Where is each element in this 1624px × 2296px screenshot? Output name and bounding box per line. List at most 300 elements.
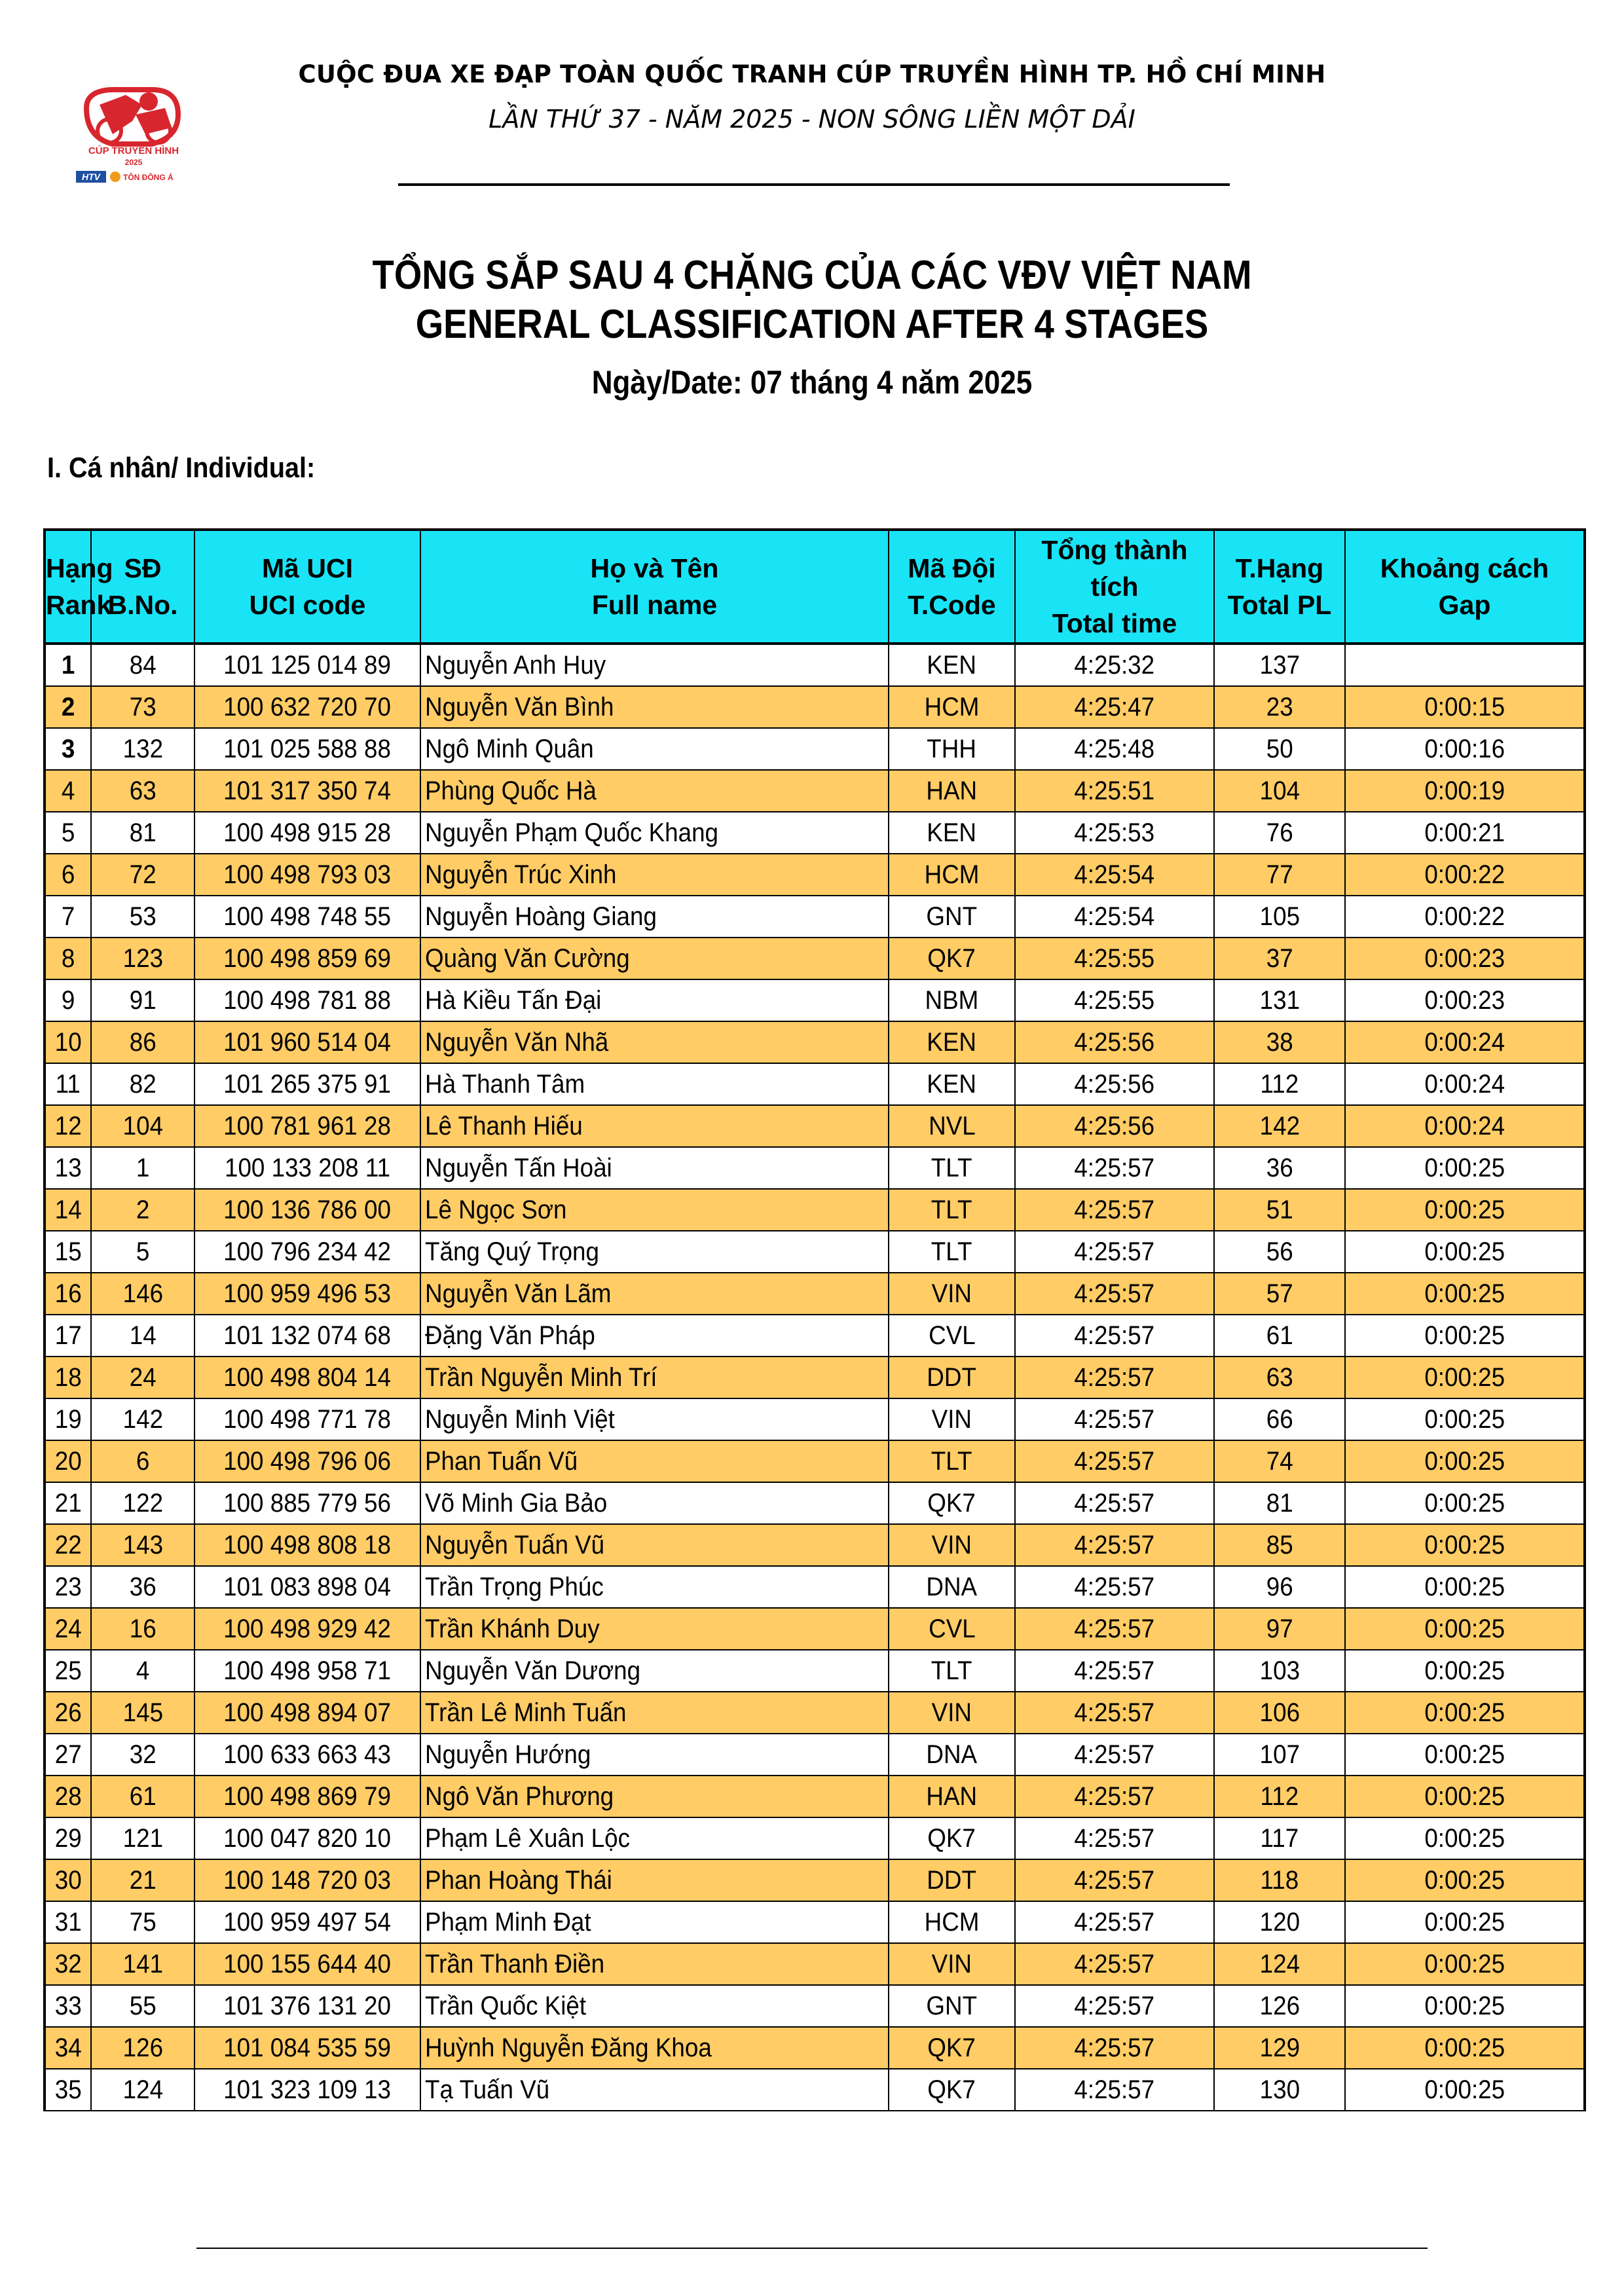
cell-rank: 20 xyxy=(45,1440,91,1482)
cell-full-name: Nguyễn Phạm Quốc Khang xyxy=(420,812,889,854)
cell-uci-code: 101 132 074 68 xyxy=(194,1315,420,1357)
cell-rank: 24 xyxy=(45,1608,91,1650)
cell-rank: 27 xyxy=(45,1734,91,1776)
cell-team-code: TLT xyxy=(889,1147,1015,1189)
cell-total-pl: 126 xyxy=(1214,1985,1345,2027)
table-row xyxy=(45,1063,1585,1105)
cell-uci-code: 100 498 894 07 xyxy=(194,1692,420,1734)
cell-team-code: HCM xyxy=(889,686,1015,728)
cell-gap: 0:00:22 xyxy=(1345,854,1585,896)
table-row xyxy=(45,1734,1585,1776)
table-row xyxy=(45,938,1585,979)
table-row xyxy=(45,1985,1585,2027)
cell-total-time: 4:25:55 xyxy=(1015,979,1214,1021)
cell-total-pl: 57 xyxy=(1214,1273,1345,1315)
col-bib: SĐ B.No. xyxy=(91,530,194,644)
cell-bib: 86 xyxy=(91,1021,194,1063)
section-heading: I. Cá nhân/ Individual: xyxy=(47,452,316,484)
col-rank: Hạng Rank xyxy=(45,530,91,644)
cell-bib: 1 xyxy=(91,1147,194,1189)
table-row xyxy=(45,1315,1585,1357)
cell-gap: 0:00:23 xyxy=(1345,938,1585,979)
table-row xyxy=(45,1273,1585,1315)
cell-uci-code: 100 498 869 79 xyxy=(194,1776,420,1817)
table-row xyxy=(45,854,1585,896)
svg-text:HTV: HTV xyxy=(82,172,100,182)
cell-uci-code: 100 633 663 43 xyxy=(194,1734,420,1776)
cell-uci-code: 100 498 915 28 xyxy=(194,812,420,854)
cell-bib: 14 xyxy=(91,1315,194,1357)
table-row xyxy=(45,1859,1585,1901)
cell-gap: 0:00:25 xyxy=(1345,1943,1585,1985)
cell-full-name: Huỳnh Nguyễn Đăng Khoa xyxy=(420,2027,889,2069)
cell-bib: 145 xyxy=(91,1692,194,1734)
cell-rank: 31 xyxy=(45,1901,91,1943)
cell-bib: 84 xyxy=(91,644,194,686)
cell-gap: 0:00:15 xyxy=(1345,686,1585,728)
cell-total-pl: 117 xyxy=(1214,1817,1345,1859)
cell-full-name: Phạm Minh Đạt xyxy=(420,1901,889,1943)
cell-gap: 0:00:21 xyxy=(1345,812,1585,854)
cell-total-time: 4:25:32 xyxy=(1015,644,1214,686)
cell-team-code: QK7 xyxy=(889,1482,1015,1524)
cell-uci-code: 100 781 961 28 xyxy=(194,1105,420,1147)
table-row xyxy=(45,644,1585,686)
table-row xyxy=(45,896,1585,938)
cell-rank: 28 xyxy=(45,1776,91,1817)
svg-text:TÔN ĐÔNG Á: TÔN ĐÔNG Á xyxy=(123,173,174,182)
cell-bib: 123 xyxy=(91,938,194,979)
cell-gap: 0:00:25 xyxy=(1345,1357,1585,1398)
table-row xyxy=(45,686,1585,728)
cell-total-time: 4:25:47 xyxy=(1015,686,1214,728)
cell-full-name: Tạ Tuấn Vũ xyxy=(420,2069,889,2111)
cell-total-pl: 61 xyxy=(1214,1315,1345,1357)
cell-uci-code: 100 133 208 11 xyxy=(194,1147,420,1189)
cell-team-code: QK7 xyxy=(889,1817,1015,1859)
cell-total-time: 4:25:57 xyxy=(1015,2069,1214,2111)
cell-bib: 124 xyxy=(91,2069,194,2111)
cell-rank: 19 xyxy=(45,1398,91,1440)
cell-full-name: Đặng Văn Pháp xyxy=(420,1315,889,1357)
cell-total-time: 4:25:57 xyxy=(1015,1734,1214,1776)
cell-rank: 29 xyxy=(45,1817,91,1859)
cell-team-code: DDT xyxy=(889,1357,1015,1398)
cell-gap: 0:00:23 xyxy=(1345,979,1585,1021)
table-row xyxy=(45,1817,1585,1859)
cell-rank: 6 xyxy=(45,854,91,896)
cell-rank: 16 xyxy=(45,1273,91,1315)
cell-total-pl: 63 xyxy=(1214,1357,1345,1398)
cell-gap: 0:00:25 xyxy=(1345,1482,1585,1524)
cell-team-code: TLT xyxy=(889,1189,1015,1231)
cell-gap: 0:00:16 xyxy=(1345,728,1585,770)
cell-bib: 132 xyxy=(91,728,194,770)
cell-bib: 146 xyxy=(91,1273,194,1315)
cell-full-name: Nguyễn Văn Dương xyxy=(420,1650,889,1692)
cell-full-name: Nguyễn Văn Bình xyxy=(420,686,889,728)
cell-uci-code: 100 498 771 78 xyxy=(194,1398,420,1440)
cell-rank: 33 xyxy=(45,1985,91,2027)
cell-total-pl: 77 xyxy=(1214,854,1345,896)
cell-full-name: Trần Thanh Điền xyxy=(420,1943,889,1985)
cell-uci-code: 100 885 779 56 xyxy=(194,1482,420,1524)
cell-rank: 17 xyxy=(45,1315,91,1357)
cell-team-code: NVL xyxy=(889,1105,1015,1147)
cell-gap: 0:00:24 xyxy=(1345,1063,1585,1105)
cell-full-name: Phan Hoàng Thái xyxy=(420,1859,889,1901)
cell-total-pl: 66 xyxy=(1214,1398,1345,1440)
cell-rank: 30 xyxy=(45,1859,91,1901)
cell-bib: 5 xyxy=(91,1231,194,1273)
cell-gap: 0:00:25 xyxy=(1345,1440,1585,1482)
cell-total-time: 4:25:57 xyxy=(1015,1440,1214,1482)
cell-full-name: Nguyễn Văn Lãm xyxy=(420,1273,889,1315)
cell-rank: 13 xyxy=(45,1147,91,1189)
cell-full-name: Nguyễn Văn Nhã xyxy=(420,1021,889,1063)
table-row xyxy=(45,1650,1585,1692)
cell-team-code: VIN xyxy=(889,1692,1015,1734)
cell-team-code: QK7 xyxy=(889,938,1015,979)
cell-uci-code: 100 498 929 42 xyxy=(194,1608,420,1650)
cell-team-code: VIN xyxy=(889,1273,1015,1315)
cell-bib: 21 xyxy=(91,1859,194,1901)
cell-total-time: 4:25:57 xyxy=(1015,1985,1214,2027)
cell-rank: 35 xyxy=(45,2069,91,2111)
cell-total-pl: 120 xyxy=(1214,1901,1345,1943)
cell-total-pl: 137 xyxy=(1214,644,1345,686)
cell-full-name: Lê Thanh Hiếu xyxy=(420,1105,889,1147)
footer-divider xyxy=(196,2248,1428,2249)
cell-rank: 21 xyxy=(45,1482,91,1524)
classification-table xyxy=(43,528,1586,2111)
cell-gap: 0:00:25 xyxy=(1345,1566,1585,1608)
cell-total-pl: 103 xyxy=(1214,1650,1345,1692)
table-row xyxy=(45,2027,1585,2069)
cell-uci-code: 100 148 720 03 xyxy=(194,1859,420,1901)
cell-uci-code: 100 498 958 71 xyxy=(194,1650,420,1692)
cell-uci-code: 100 959 496 53 xyxy=(194,1273,420,1315)
cell-total-pl: 56 xyxy=(1214,1231,1345,1273)
cell-uci-code: 101 025 588 88 xyxy=(194,728,420,770)
table-row xyxy=(45,1357,1585,1398)
svg-text:CÚP TRUYỀN HÌNH: CÚP TRUYỀN HÌNH xyxy=(88,145,179,156)
cell-total-pl: 124 xyxy=(1214,1943,1345,1985)
cell-gap: 0:00:25 xyxy=(1345,1985,1585,2027)
cell-team-code: VIN xyxy=(889,1524,1015,1566)
cell-total-pl: 97 xyxy=(1214,1608,1345,1650)
cell-total-pl: 51 xyxy=(1214,1189,1345,1231)
table-row xyxy=(45,728,1585,770)
cell-uci-code: 100 498 781 88 xyxy=(194,979,420,1021)
cell-gap: 0:00:22 xyxy=(1345,896,1585,938)
cell-uci-code: 100 959 497 54 xyxy=(194,1901,420,1943)
cell-gap: 0:00:25 xyxy=(1345,1231,1585,1273)
cell-full-name: Trần Trọng Phúc xyxy=(420,1566,889,1608)
organizer-subtitle: LẦN THỨ 37 - NĂM 2025 - NON SÔNG LIỀN MỘT DẢI xyxy=(489,105,1135,134)
cell-total-time: 4:25:57 xyxy=(1015,2027,1214,2069)
cell-bib: 75 xyxy=(91,1901,194,1943)
cell-total-pl: 50 xyxy=(1214,728,1345,770)
cell-team-code: KEN xyxy=(889,1021,1015,1063)
cell-total-time: 4:25:57 xyxy=(1015,1943,1214,1985)
cell-total-pl: 112 xyxy=(1214,1063,1345,1105)
cell-bib: 63 xyxy=(91,770,194,812)
cell-team-code: QK7 xyxy=(889,2027,1015,2069)
cell-total-time: 4:25:57 xyxy=(1015,1398,1214,1440)
cell-gap: 0:00:24 xyxy=(1345,1105,1585,1147)
organizer-title: CUỘC ĐUA XE ĐẠP TOÀN QUỐC TRANH CÚP TRUYỀN HÌNH TP. HỒ CHÍ MINH xyxy=(298,60,1326,88)
cell-total-time: 4:25:57 xyxy=(1015,1566,1214,1608)
cell-gap: 0:00:25 xyxy=(1345,2069,1585,2111)
table-row xyxy=(45,1566,1585,1608)
cell-uci-code: 100 796 234 42 xyxy=(194,1231,420,1273)
cell-total-time: 4:25:57 xyxy=(1015,1357,1214,1398)
cell-total-pl: 76 xyxy=(1214,812,1345,854)
cell-full-name: Trần Khánh Duy xyxy=(420,1608,889,1650)
cell-rank: 26 xyxy=(45,1692,91,1734)
col-team-code: Mã Đội T.Code xyxy=(889,530,1015,644)
cell-bib: 24 xyxy=(91,1357,194,1398)
cell-total-time: 4:25:57 xyxy=(1015,1524,1214,1566)
cell-full-name: Trần Nguyễn Minh Trí xyxy=(420,1357,889,1398)
table-row xyxy=(45,1608,1585,1650)
cell-bib: 4 xyxy=(91,1650,194,1692)
cell-gap: 0:00:25 xyxy=(1345,1817,1585,1859)
cell-rank: 18 xyxy=(45,1357,91,1398)
cell-bib: 72 xyxy=(91,854,194,896)
cell-rank: 8 xyxy=(45,938,91,979)
cell-rank: 7 xyxy=(45,896,91,938)
cell-total-pl: 142 xyxy=(1214,1105,1345,1147)
cell-bib: 16 xyxy=(91,1608,194,1650)
cell-gap: 0:00:25 xyxy=(1345,1147,1585,1189)
cell-uci-code: 100 498 793 03 xyxy=(194,854,420,896)
cell-bib: 2 xyxy=(91,1189,194,1231)
table-row xyxy=(45,1482,1585,1524)
cell-team-code: DDT xyxy=(889,1859,1015,1901)
table-row xyxy=(45,979,1585,1021)
cell-total-time: 4:25:54 xyxy=(1015,854,1214,896)
cell-total-time: 4:25:54 xyxy=(1015,896,1214,938)
cell-team-code: HCM xyxy=(889,1901,1015,1943)
cell-bib: 126 xyxy=(91,2027,194,2069)
cell-rank: 12 xyxy=(45,1105,91,1147)
cell-gap: 0:00:25 xyxy=(1345,1692,1585,1734)
cell-total-time: 4:25:56 xyxy=(1015,1063,1214,1105)
cell-team-code: GNT xyxy=(889,896,1015,938)
table-row xyxy=(45,1776,1585,1817)
cell-bib: 121 xyxy=(91,1817,194,1859)
cell-gap: 0:00:25 xyxy=(1345,1315,1585,1357)
cell-total-time: 4:25:56 xyxy=(1015,1021,1214,1063)
svg-text:2025: 2025 xyxy=(124,158,143,167)
cell-team-code: TLT xyxy=(889,1650,1015,1692)
cell-total-pl: 130 xyxy=(1214,2069,1345,2111)
cell-total-pl: 38 xyxy=(1214,1021,1345,1063)
cell-rank: 2 xyxy=(45,686,91,728)
cell-total-time: 4:25:57 xyxy=(1015,1315,1214,1357)
cell-uci-code: 100 155 644 40 xyxy=(194,1943,420,1985)
cell-team-code: VIN xyxy=(889,1398,1015,1440)
cell-total-time: 4:25:57 xyxy=(1015,1482,1214,1524)
cell-total-time: 4:25:48 xyxy=(1015,728,1214,770)
cell-team-code: THH xyxy=(889,728,1015,770)
cell-bib: 36 xyxy=(91,1566,194,1608)
document-title-vi: TỔNG SẮP SAU 4 CHẶNG CỦA CÁC VĐV VIỆT NAM xyxy=(372,253,1252,298)
cell-team-code: HAN xyxy=(889,1776,1015,1817)
cell-total-pl: 96 xyxy=(1214,1566,1345,1608)
cell-total-time: 4:25:57 xyxy=(1015,1231,1214,1273)
cell-team-code: TLT xyxy=(889,1231,1015,1273)
cell-gap: 0:00:25 xyxy=(1345,1859,1585,1901)
cell-rank: 3 xyxy=(45,728,91,770)
col-total-time: Tổng thành tích Total time xyxy=(1015,530,1214,644)
cell-full-name: Nguyễn Hoàng Giang xyxy=(420,896,889,938)
cell-uci-code: 101 265 375 91 xyxy=(194,1063,420,1105)
cell-total-pl: 37 xyxy=(1214,938,1345,979)
cell-total-pl: 112 xyxy=(1214,1776,1345,1817)
race-logo xyxy=(73,82,194,187)
cell-rank: 25 xyxy=(45,1650,91,1692)
cell-full-name: Phạm Lê Xuân Lộc xyxy=(420,1817,889,1859)
col-uci-code: Mã UCI UCI code xyxy=(194,530,420,644)
cell-full-name: Ngô Văn Phương xyxy=(420,1776,889,1817)
cell-total-time: 4:25:57 xyxy=(1015,1608,1214,1650)
cell-full-name: Nguyễn Hướng xyxy=(420,1734,889,1776)
cell-uci-code: 101 083 898 04 xyxy=(194,1566,420,1608)
cell-team-code: GNT xyxy=(889,1985,1015,2027)
cell-bib: 73 xyxy=(91,686,194,728)
cell-bib: 142 xyxy=(91,1398,194,1440)
cell-gap: 0:00:25 xyxy=(1345,1398,1585,1440)
cell-rank: 1 xyxy=(45,644,91,686)
cell-total-pl: 131 xyxy=(1214,979,1345,1021)
cell-team-code: QK7 xyxy=(889,2069,1015,2111)
cell-total-pl: 85 xyxy=(1214,1524,1345,1566)
cell-total-time: 4:25:53 xyxy=(1015,812,1214,854)
col-total-pl: T.Hạng Total PL xyxy=(1214,530,1345,644)
cell-uci-code: 100 632 720 70 xyxy=(194,686,420,728)
cell-team-code: VIN xyxy=(889,1943,1015,1985)
cell-total-time: 4:25:57 xyxy=(1015,1189,1214,1231)
cell-total-pl: 104 xyxy=(1214,770,1345,812)
table-row xyxy=(45,1231,1585,1273)
cell-bib: 91 xyxy=(91,979,194,1021)
cell-total-pl: 81 xyxy=(1214,1482,1345,1524)
cell-uci-code: 100 136 786 00 xyxy=(194,1189,420,1231)
cell-uci-code: 101 323 109 13 xyxy=(194,2069,420,2111)
table-row xyxy=(45,770,1585,812)
document-date: Ngày/Date: 07 tháng 4 năm 2025 xyxy=(591,364,1033,401)
cell-total-time: 4:25:57 xyxy=(1015,1147,1214,1189)
table-body xyxy=(45,644,1585,2111)
cell-total-time: 4:25:57 xyxy=(1015,1859,1214,1901)
table-row xyxy=(45,1692,1585,1734)
cell-uci-code: 100 498 804 14 xyxy=(194,1357,420,1398)
cell-bib: 6 xyxy=(91,1440,194,1482)
cell-total-time: 4:25:51 xyxy=(1015,770,1214,812)
cell-team-code: KEN xyxy=(889,644,1015,686)
table-row xyxy=(45,1398,1585,1440)
cell-bib: 82 xyxy=(91,1063,194,1105)
cell-bib: 104 xyxy=(91,1105,194,1147)
cell-full-name: Hà Kiều Tấn Đại xyxy=(420,979,889,1021)
table-row xyxy=(45,1524,1585,1566)
cell-rank: 10 xyxy=(45,1021,91,1063)
cell-rank: 15 xyxy=(45,1231,91,1273)
cell-bib: 32 xyxy=(91,1734,194,1776)
cell-gap: 0:00:25 xyxy=(1345,1273,1585,1315)
cell-full-name: Nguyễn Tấn Hoài xyxy=(420,1147,889,1189)
cell-total-pl: 129 xyxy=(1214,2027,1345,2069)
table-row xyxy=(45,1147,1585,1189)
cell-uci-code: 101 317 350 74 xyxy=(194,770,420,812)
cell-rank: 23 xyxy=(45,1566,91,1608)
cell-gap: 0:00:25 xyxy=(1345,1734,1585,1776)
cell-full-name: Nguyễn Minh Việt xyxy=(420,1398,889,1440)
table-row xyxy=(45,812,1585,854)
table-row xyxy=(45,1189,1585,1231)
cell-full-name: Lê Ngọc Sơn xyxy=(420,1189,889,1231)
cell-total-time: 4:25:57 xyxy=(1015,1692,1214,1734)
cell-gap: 0:00:25 xyxy=(1345,1608,1585,1650)
trophy-logo-icon xyxy=(73,82,194,187)
cell-bib: 61 xyxy=(91,1776,194,1817)
cell-team-code: HCM xyxy=(889,854,1015,896)
cell-uci-code: 100 498 808 18 xyxy=(194,1524,420,1566)
cell-rank: 11 xyxy=(45,1063,91,1105)
cell-gap: 0:00:25 xyxy=(1345,1650,1585,1692)
col-gap: Khoảng cách Gap xyxy=(1345,530,1585,644)
cell-team-code: KEN xyxy=(889,812,1015,854)
table-row xyxy=(45,1901,1585,1943)
cell-bib: 122 xyxy=(91,1482,194,1524)
cell-total-pl: 74 xyxy=(1214,1440,1345,1482)
cell-rank: 9 xyxy=(45,979,91,1021)
cell-full-name: Tăng Quý Trọng xyxy=(420,1231,889,1273)
cell-total-pl: 118 xyxy=(1214,1859,1345,1901)
cell-total-time: 4:25:57 xyxy=(1015,1776,1214,1817)
cell-bib: 141 xyxy=(91,1943,194,1985)
cell-uci-code: 101 960 514 04 xyxy=(194,1021,420,1063)
cell-uci-code: 101 125 014 89 xyxy=(194,644,420,686)
cell-uci-code: 100 498 796 06 xyxy=(194,1440,420,1482)
cell-team-code: HAN xyxy=(889,770,1015,812)
cell-rank: 32 xyxy=(45,1943,91,1985)
cell-bib: 53 xyxy=(91,896,194,938)
table-row xyxy=(45,1943,1585,1985)
cell-bib: 81 xyxy=(91,812,194,854)
cell-uci-code: 101 376 131 20 xyxy=(194,1985,420,2027)
cell-gap: 0:00:25 xyxy=(1345,1776,1585,1817)
document-title-en: GENERAL CLASSIFICATION AFTER 4 STAGES xyxy=(415,302,1209,347)
cell-full-name: Võ Minh Gia Bảo xyxy=(420,1482,889,1524)
cell-team-code: DNA xyxy=(889,1566,1015,1608)
cell-total-time: 4:25:55 xyxy=(1015,938,1214,979)
cell-rank: 22 xyxy=(45,1524,91,1566)
cell-gap: 0:00:19 xyxy=(1345,770,1585,812)
header-divider xyxy=(398,183,1230,186)
cell-gap: 0:00:24 xyxy=(1345,1021,1585,1063)
cell-full-name: Nguyễn Tuấn Vũ xyxy=(420,1524,889,1566)
cell-team-code: CVL xyxy=(889,1315,1015,1357)
table-row xyxy=(45,1021,1585,1063)
cell-team-code: DNA xyxy=(889,1734,1015,1776)
cell-team-code: NBM xyxy=(889,979,1015,1021)
cell-total-time: 4:25:57 xyxy=(1015,1901,1214,1943)
cell-full-name: Hà Thanh Tâm xyxy=(420,1063,889,1105)
